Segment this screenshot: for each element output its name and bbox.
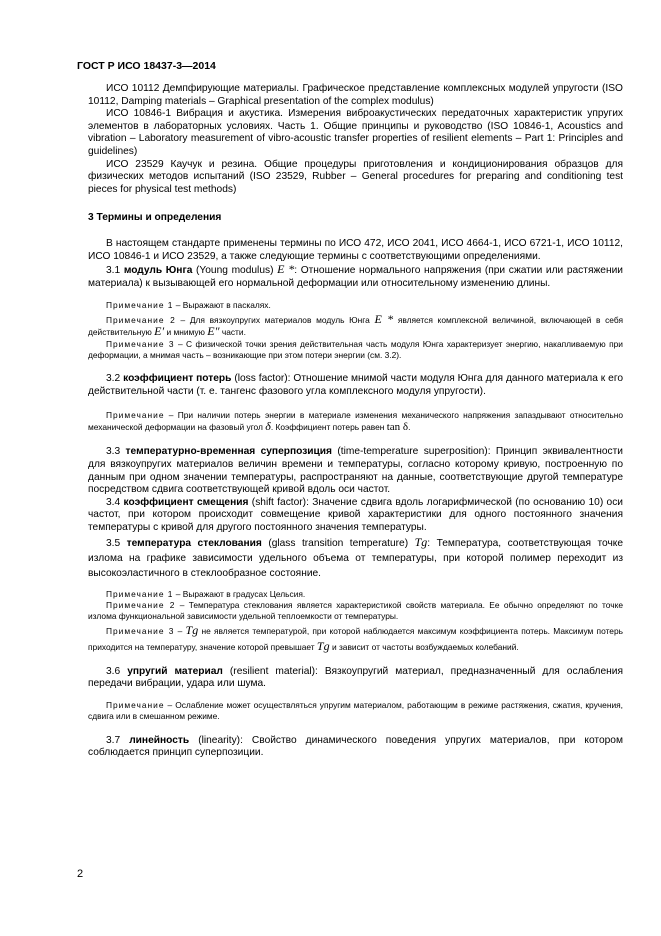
- reference-iso-23529: ИСО 23529 Каучук и резина. Общие процедуры приготовления и кондиционирования образцов для физических методов испытаний (ISO 23529, Rubber – General procedures for preparing and conditioning test pieces for physical test methods): [88, 158, 623, 195]
- term-3-3: 3.3 температурно-временная суперпозиция (time-temperature superposition): Принцип эквивалентности для вязкоупругих материалов величин времени и температуры, согласно которому кривую, построенную по данным при одном значении температуры, распространяют на данные, соответствующие другой температуре посредством сдвига соответствующей кривой вдоль оси частот.: [88, 446, 623, 496]
- section-heading: 3 Термины и определения: [88, 212, 222, 224]
- term-3-1-note-1: Примечание 1 – Выражают в паскалях.: [106, 300, 271, 311]
- term-3-1-note-2: Примечание 2 – Для вязкоупругих материалов модуль Юнга E * является комплексной величиной, включающей в себя действительную E′ и мнимую E″ части.: [88, 311, 624, 339]
- standard-header: ГОСТ Р ИСО 18437-3—2014: [77, 60, 216, 72]
- page-number: 2: [77, 868, 84, 880]
- page-body: [88, 83, 623, 760]
- term-3-2-note: Примечание – При наличии потерь энергии в материале изменения механического напряжения запаздывают относительно механической деформации на фазовый угол δ. Коэффициент потерь равен tan δ.: [88, 409, 623, 433]
- term-3-1-note-3: Примечание 3 – С физической точки зрения действительная часть модуля Юнга характеризует энергию, накапливаемую при деформации, а мнимая часть – возникающие при этом потери энергии (см. 3.2).: [88, 338, 623, 360]
- term-3-6-note: Примечание – Ослабление может осуществляться упругим материалом, работающим в режиме растяжения, сжатия, кручения, сдвига или в смешанном режиме.: [88, 699, 623, 722]
- term-3-5-note-3: Примечание 3 – Tg не является температурой, при которой наблюдается максимум коэффициента потерь. Максимум потерь приходится на температуру, значение которой превышает Tg и зависит от частоты возбуждаемых колебаний.: [88, 622, 623, 653]
- term-3-5-note-2: Примечание 2 – Температура стеклования является характеристикой свойств материала. Ее обычно определяют по точке излома функциональной зависимости удельной теплоемкости от температуры.: [88, 599, 623, 622]
- term-3-4: 3.4 коэффициент смещения (shift factor): Значение сдвига вдоль логарифмической (по основанию 10) оси частот, при котором происходит совмещение кривой характеристики для одного постоянного значения температуры с кривой для другого постоянного значения температуры.: [88, 496, 623, 533]
- reference-iso-10846-1: ИСО 10846-1 Вибрация и акустика. Измерения виброакустических передаточных характеристик упругих элементов в лабораторных условиях. Часть 1. Общие принципы и руководство (ISO 10846-1, Acoustics and vibration – Laboratory measurement of vibro-acoustic transfer properties of resilient elements – Part 1: Principles and guidelines): [88, 108, 623, 157]
- section-intro: В настоящем стандарте применены термины по ИСО 472, ИСО 2041, ИСО 4664-1, ИСО 6721-1, ИСО 10112, ИСО 10846-1 и ИСО 23529, а также следующие термины с соответствующими определениями.: [88, 237, 623, 262]
- reference-iso-10112: ИСО 10112 Демпфирующие материалы. Графическое представление комплексных модулей упругости (ISO 10112, Damping materials – Graphical presentation of the complex modulus): [88, 83, 623, 107]
- term-3-6: 3.6 упругий материал (resilient material): Вязкоупругий материал, предназначенный для ослабления передачи вибрации, удара или шума.: [88, 665, 623, 690]
- term-3-5-note-1: Примечание 1 – Выражают в градусах Цельсия.: [106, 588, 306, 599]
- term-3-5: 3.5 температура стеклования (glass transition temperature) Tg: Температура, соответствующая точке излома на графике зависимости удельного объема от температуры, при которой полимер переходит из высокоэластичного в стеклообразное состояние.: [88, 534, 623, 579]
- term-3-2: 3.2 коэффициент потерь (loss factor): Отношение мнимой части модуля Юнга для данного материала к его действительной части (т. е. тангенс фазового угла комплексного модуля упругости).: [88, 373, 623, 397]
- term-3-7: 3.7 линейность (linearity): Свойство динамического поведения упругих материалов, при котором соблюдается принцип суперпозиции.: [88, 734, 623, 759]
- term-3-1: 3.1 модуль Юнга (Young modulus) E *: Отношение нормального напряжения (при сжатии или растяжении материала) к вызывающей его нормальной деформации или относительному изменению длины.: [88, 262, 623, 289]
